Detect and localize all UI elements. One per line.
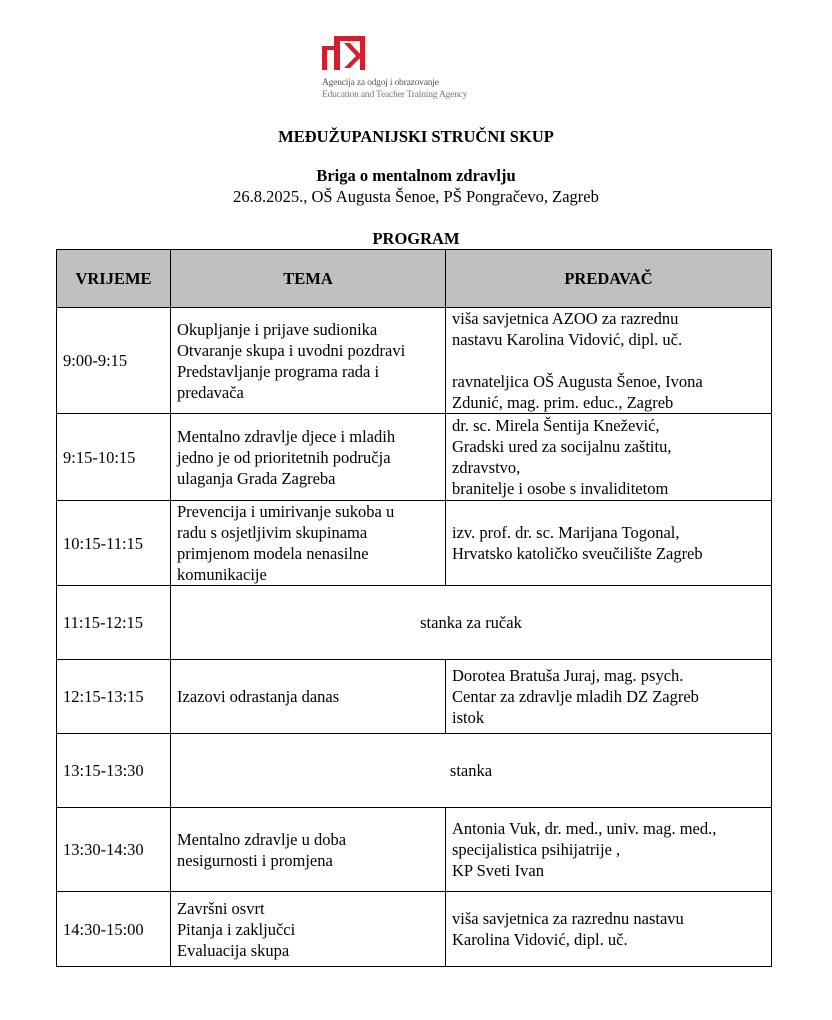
topic-line: Pitanja i zaključci xyxy=(177,919,296,939)
logo-text-hr: Agencija za odgoj i obrazovanje xyxy=(322,78,439,88)
column-header-topic: TEMA xyxy=(171,250,446,308)
lecturer-cell xyxy=(446,414,772,501)
topic-line: Otvaranje skupa i uvodni pozdravi xyxy=(177,340,406,360)
time-cell: 11:15-12:15 xyxy=(57,586,171,660)
lecturer-line: Karolina Vidović, dipl. uč. xyxy=(452,930,628,949)
time-cell: 14:30-15:00 xyxy=(57,892,171,967)
topic-line: nesigurnosti i promjena xyxy=(177,850,333,870)
topic-cell xyxy=(171,660,446,734)
lecturer-line: Gradski ured za socijalnu zaštitu, xyxy=(452,437,672,456)
topic-line: Mentalno zdravlje djece i mladih xyxy=(177,426,396,446)
time-cell: 9:15-10:15 xyxy=(57,414,171,501)
topic-line: radu s osjetljivim skupinama xyxy=(177,523,368,542)
column-header-time: VRIJEME xyxy=(57,250,171,308)
table-row xyxy=(57,308,772,414)
topic-line: primjenom modela nenasilne xyxy=(177,544,369,563)
lecturer-line: dr. sc. Mirela Šentija Knežević, xyxy=(452,416,660,435)
program-heading: PROGRAM xyxy=(372,229,460,248)
aoo-logo-mark-icon xyxy=(320,34,372,70)
table-row xyxy=(57,892,772,967)
lecturer-line: Antonia Vuk, dr. med., univ. mag. med., xyxy=(452,819,717,838)
lecturer-line: branitelje i osobe s invaliditetom xyxy=(452,479,669,498)
table-row xyxy=(57,808,772,892)
date-location: 26.8.2025., OŠ Augusta Šenoe, PŠ Pongračevo, Zagreb xyxy=(233,187,599,206)
topic-cell xyxy=(171,308,446,414)
lecturer-cell xyxy=(446,308,772,414)
lecturer-line: izv. prof. dr. sc. Marijana Togonal, xyxy=(452,523,680,542)
topic-line: Evaluacija skupa xyxy=(177,940,290,960)
time-cell: 12:15-13:15 xyxy=(57,660,171,734)
lecturer-line: KP Sveti Ivan xyxy=(452,861,544,880)
lecturer-line: viša savjetnica za razrednu nastavu xyxy=(452,909,684,928)
table-row xyxy=(57,501,772,586)
topic-cell xyxy=(171,414,446,501)
table-header-row xyxy=(57,250,772,308)
lecturer-line: zdravstvo, xyxy=(452,458,521,477)
table-row xyxy=(57,414,772,501)
column-header-lecturer: PREDAVAČ xyxy=(446,250,772,308)
agency-logo xyxy=(318,34,518,104)
topic-line: predavača xyxy=(177,382,244,402)
program-table xyxy=(56,249,772,967)
topic-cell xyxy=(171,501,446,586)
topic-line: Prevencija i umirivanje sukoba u xyxy=(177,502,395,521)
document-title: MEĐUŽUPANIJSKI STRUČNI SKUP xyxy=(278,127,554,146)
lecturer-line: Zdunić, mag. prim. educ., Zagreb xyxy=(452,393,674,412)
lecturer-cell xyxy=(446,892,772,967)
break-cell: stanka za ručak xyxy=(171,586,772,660)
lecturer-line: ravnateljica OŠ Augusta Šenoe, Ivona xyxy=(452,372,703,391)
break-row xyxy=(57,586,772,660)
lecturer-cell xyxy=(446,808,772,892)
break-cell: stanka xyxy=(171,734,772,808)
lecturer-line: specijalistica psihijatrije , xyxy=(452,840,621,859)
line-gap xyxy=(452,350,765,371)
lecturer-line: viša savjetnica AZOO za razrednu xyxy=(452,309,679,328)
topic-line: Okupljanje i prijave sudionika xyxy=(177,319,378,339)
time-cell: 9:00-9:15 xyxy=(57,308,171,414)
topic-cell xyxy=(171,808,446,892)
time-cell: 10:15-11:15 xyxy=(57,501,171,586)
lecturer-line: Centar za zdravlje mladih DZ Zagreb xyxy=(452,687,699,706)
topic-line: Završni osvrt xyxy=(177,898,265,918)
topic-line: ulaganja Grada Zagreba xyxy=(177,468,336,488)
lecturer-line: Hrvatsko katoličko sveučilište Zagreb xyxy=(452,544,703,563)
lecturer-cell xyxy=(446,660,772,734)
document-subtitle: Briga o mentalnom zdravlju xyxy=(316,166,516,185)
topic-line: Predstavljanje programa rada i xyxy=(177,361,380,381)
topic-line: jedno je od prioritetnih područja xyxy=(177,447,391,467)
lecturer-line: nastavu Karolina Vidović, dipl. uč. xyxy=(452,330,683,349)
lecturer-line: Dorotea Bratuša Juraj, mag. psych. xyxy=(452,666,684,685)
logo-text-en: Education and Teacher Training Agency xyxy=(322,90,468,100)
topic-cell xyxy=(171,892,446,967)
topic-line: Mentalno zdravlje u doba xyxy=(177,829,347,849)
topic-line: Izazovi odrastanja danas xyxy=(177,687,340,706)
table-row xyxy=(57,660,772,734)
lecturer-cell xyxy=(446,501,772,586)
time-cell: 13:30-14:30 xyxy=(57,808,171,892)
time-cell: 13:15-13:30 xyxy=(57,734,171,808)
lecturer-line: istok xyxy=(452,708,485,727)
break-row xyxy=(57,734,772,808)
topic-line: komunikacije xyxy=(177,565,267,584)
